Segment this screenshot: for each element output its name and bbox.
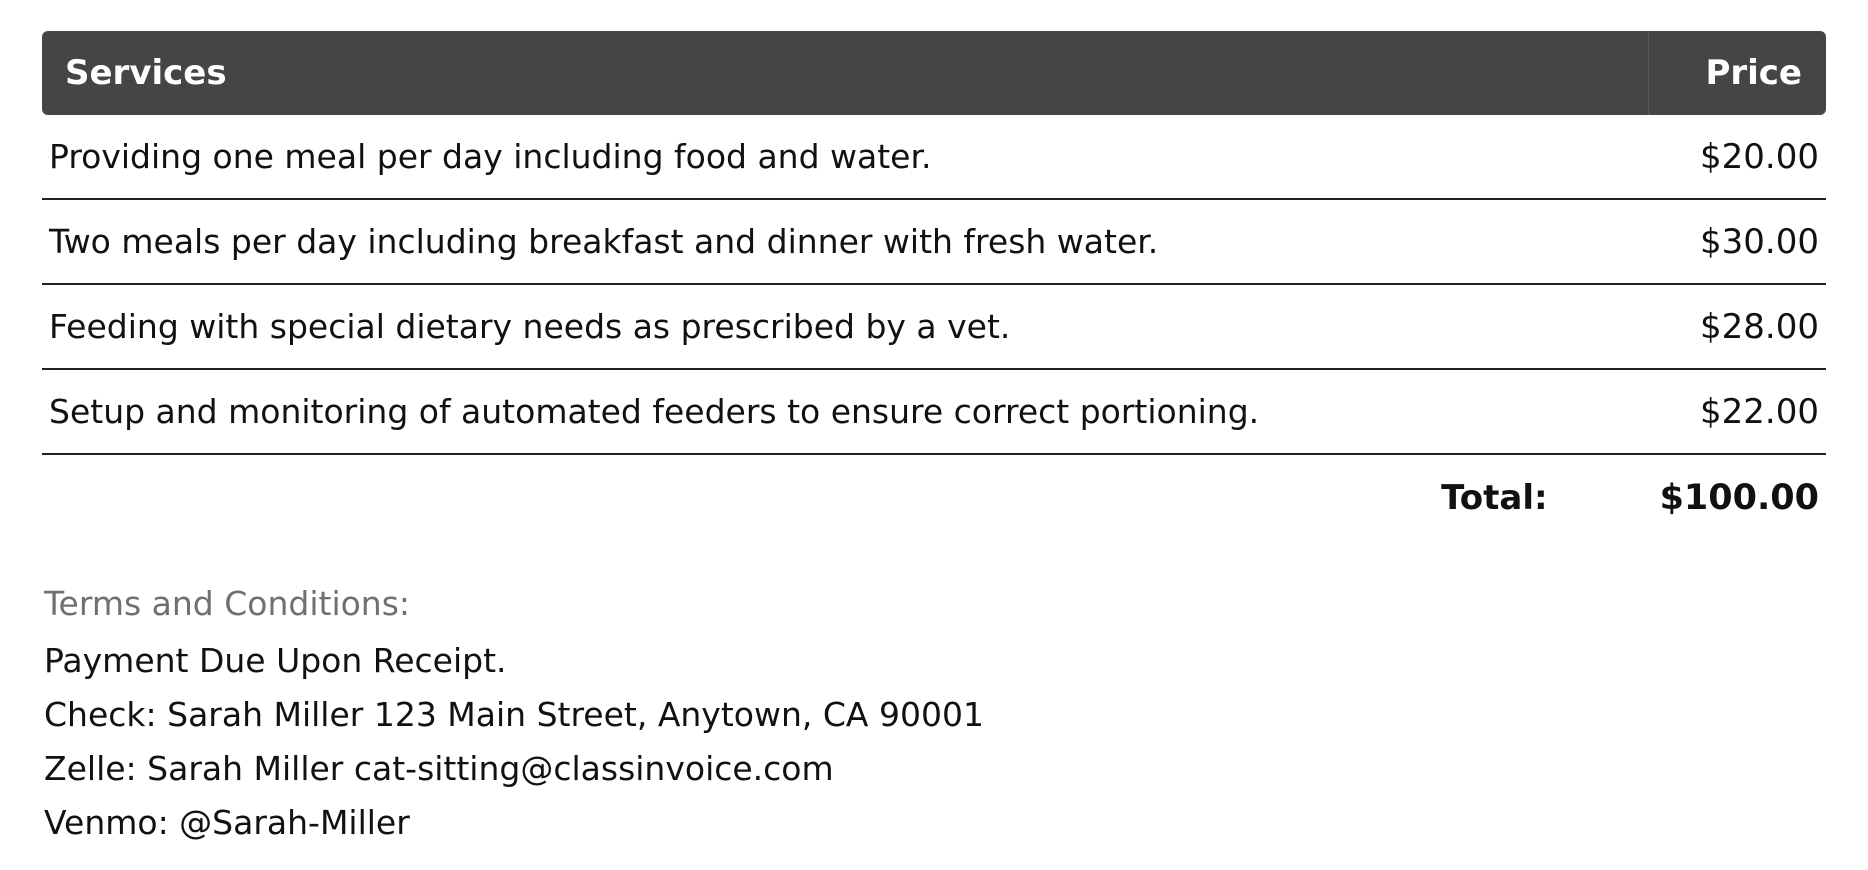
terms-heading: Terms and Conditions: xyxy=(44,584,411,623)
terms-line-zelle: Zelle: Sarah Miller cat-sitting@classinvoice.com xyxy=(44,749,834,788)
total-value: $100.00 xyxy=(1659,478,1819,518)
service-price: $22.00 xyxy=(1700,391,1819,432)
terms-line-check: Check: Sarah Miller 123 Main Street, Anytown, CA 90001 xyxy=(44,695,984,734)
service-description: Feeding with special dietary needs as prescribed by a vet. xyxy=(49,307,1011,346)
service-price: $20.00 xyxy=(1700,136,1819,177)
service-price: $28.00 xyxy=(1700,306,1819,347)
service-description: Providing one meal per day including food and water. xyxy=(49,137,932,176)
service-price: $30.00 xyxy=(1700,221,1819,262)
terms-line-payment: Payment Due Upon Receipt. xyxy=(44,641,507,680)
price-column-header: Price xyxy=(1705,53,1802,93)
terms-line-venmo: Venmo: @Sarah-Miller xyxy=(44,803,410,842)
total-row xyxy=(42,455,1826,541)
services-column-header: Services xyxy=(65,53,227,93)
table-row xyxy=(42,115,1826,200)
header-divider xyxy=(1648,31,1649,115)
terms-section xyxy=(44,580,1244,850)
service-description: Two meals per day including breakfast and dinner with fresh water. xyxy=(49,222,1159,261)
services-table xyxy=(42,31,1826,541)
table-row xyxy=(42,200,1826,285)
table-header xyxy=(42,31,1826,115)
total-label: Total: xyxy=(1441,478,1548,518)
service-description: Setup and monitoring of automated feeders to ensure correct portioning. xyxy=(49,392,1260,431)
table-row xyxy=(42,370,1826,455)
table-row xyxy=(42,285,1826,370)
